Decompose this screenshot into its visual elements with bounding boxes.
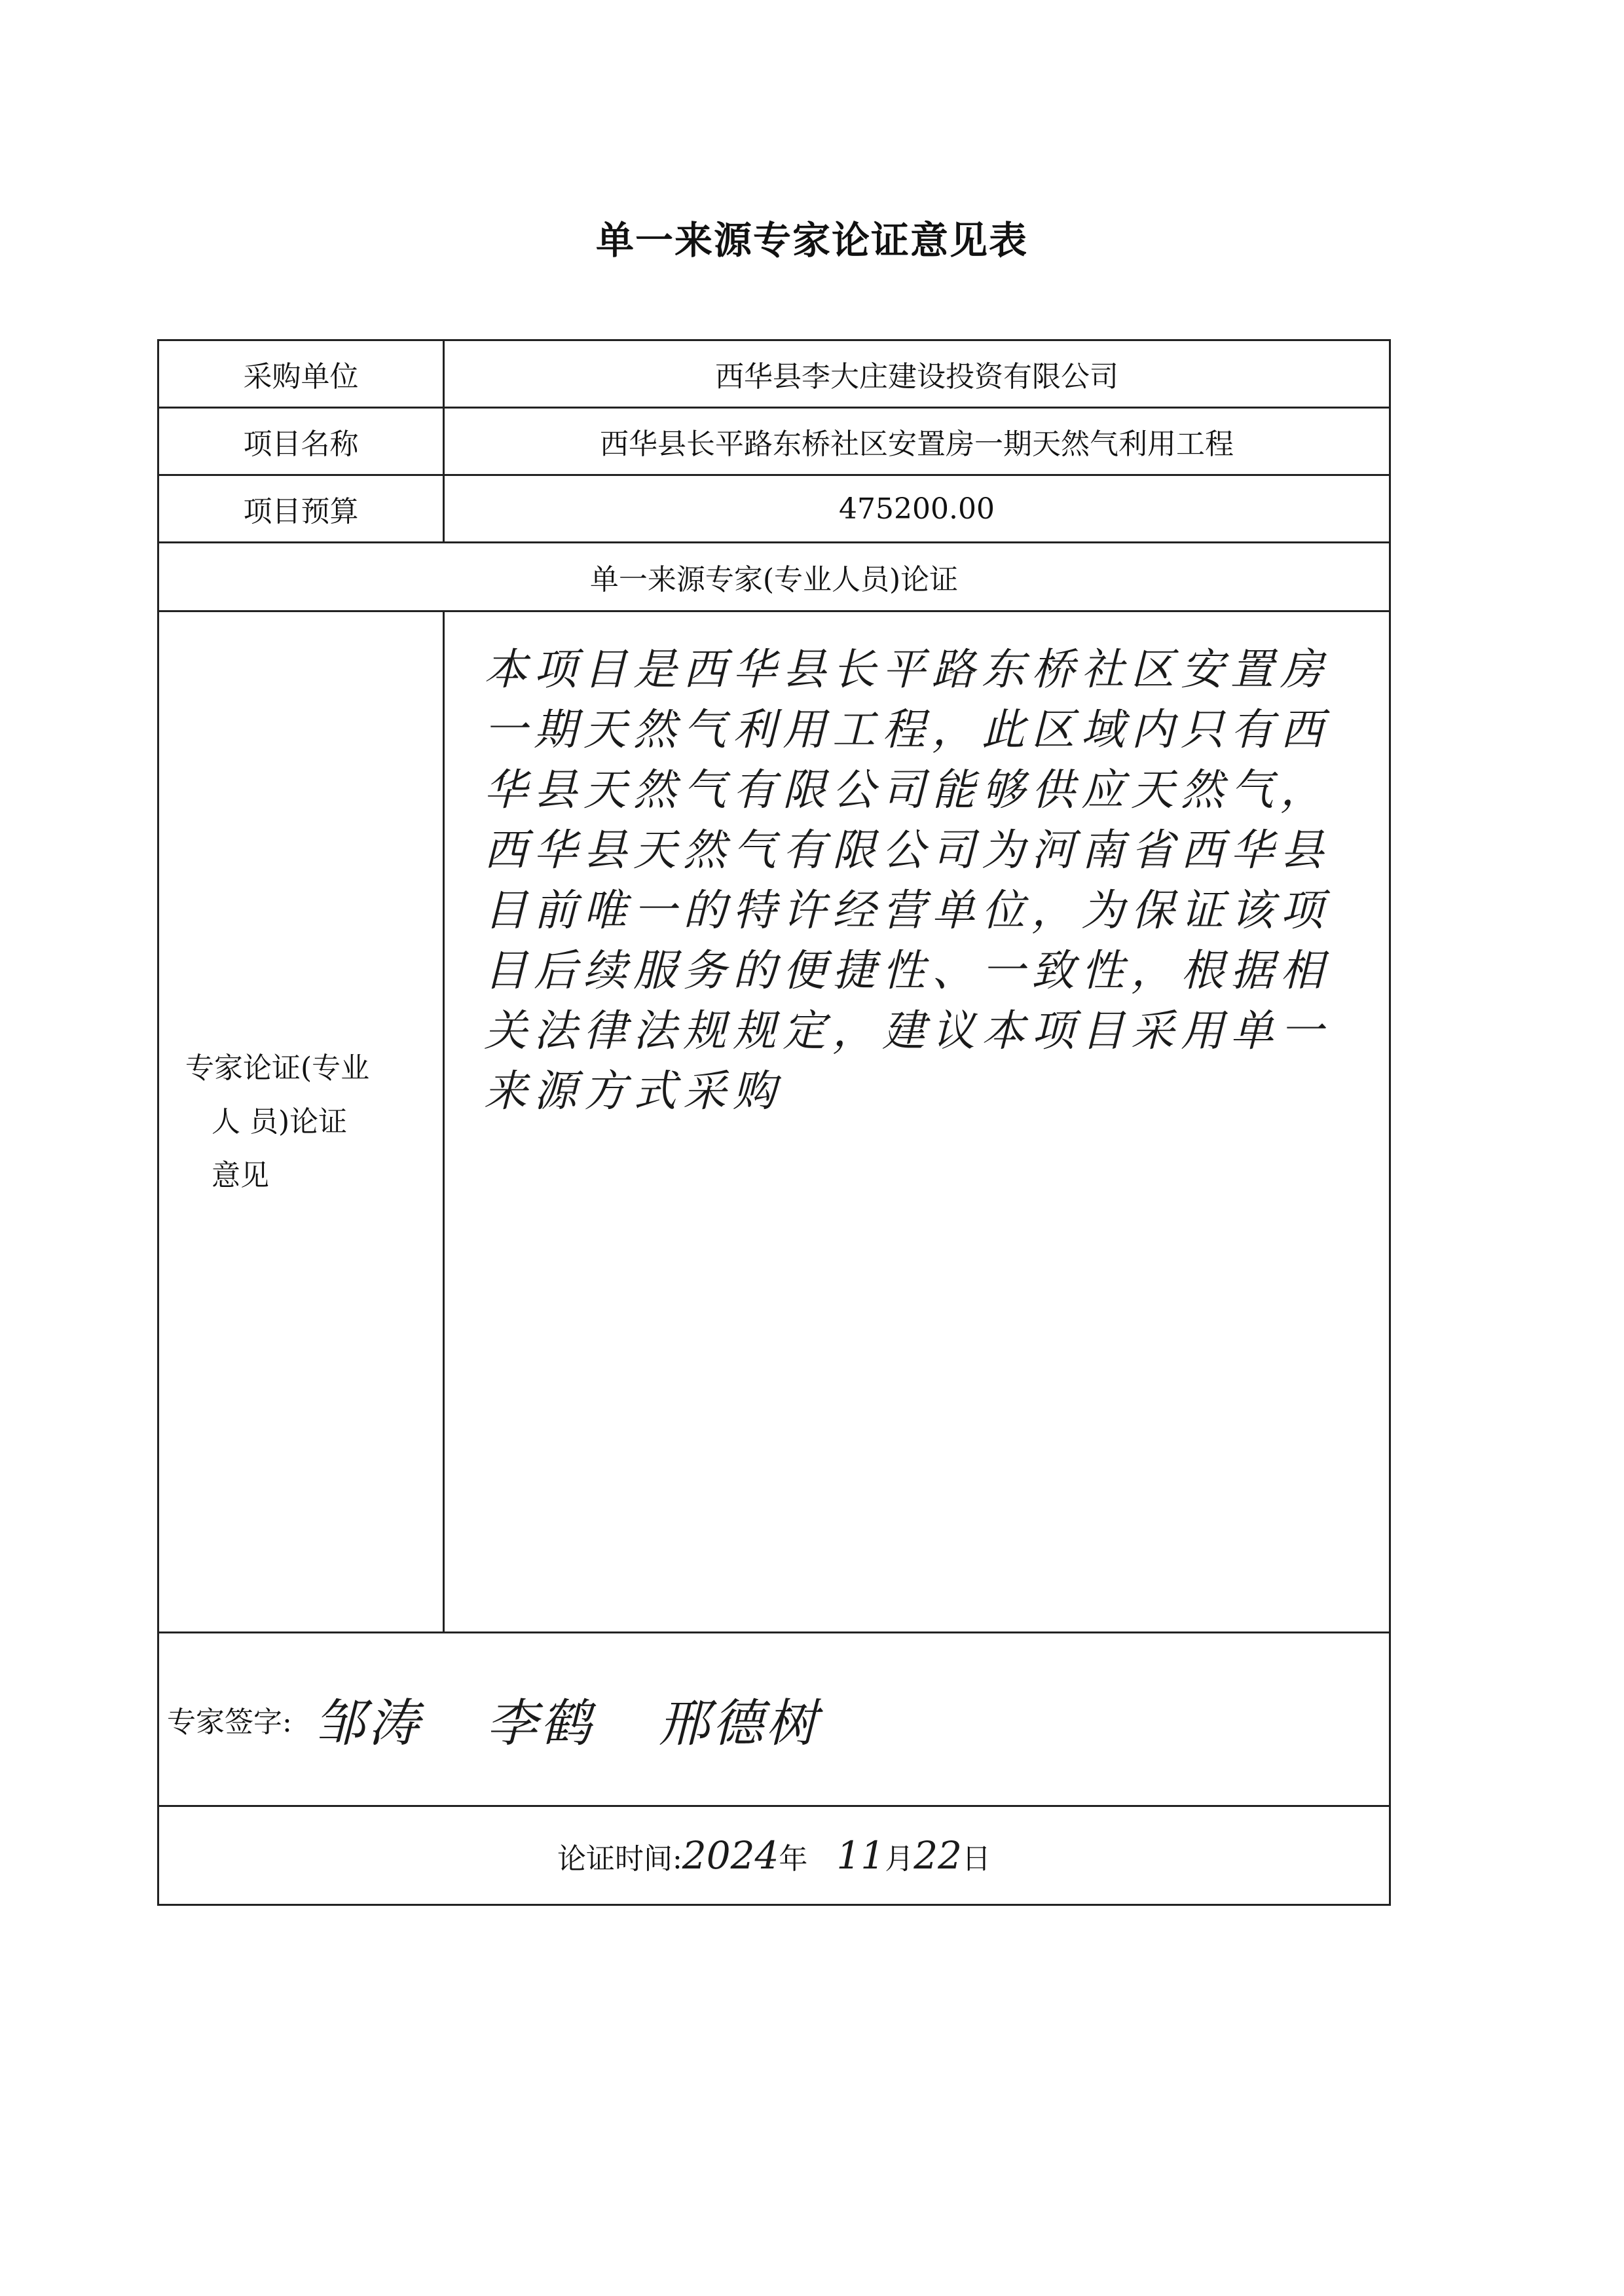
- purchaser-value: 西华县李大庄建设投资有限公司: [444, 340, 1390, 408]
- signature-cell: [158, 1633, 1390, 1806]
- project-name-label: 项目名称: [158, 408, 444, 475]
- opinion-text: 本项目是西华县长平路东桥社区安置房一期天然气利用工程，此区域内只有西华县天然气有限公司能够供应天然气，西华县天然气有限公司为河南省西华县目前唯一的特许经营单位，为保证该项目后续服务的便捷性、一致性，根据相关法律法规规定，建议本项目采用单一来源方式采购: [484, 644, 1330, 1116]
- page-title: 单一来源专家论证意见表: [595, 218, 1028, 263]
- budget-label: 项目预算: [158, 475, 444, 543]
- date-day-unit: 日: [962, 1842, 991, 1876]
- signature-row: [158, 1633, 1390, 1806]
- opinion-label: [158, 611, 444, 1633]
- budget-value: 475200.00: [444, 475, 1390, 543]
- date-row: [158, 1806, 1390, 1905]
- project-name-value: 西华县长平路东桥社区安置房一期天然气利用工程: [444, 408, 1390, 475]
- date-label: 论证时间:: [557, 1842, 682, 1876]
- opinion-label-line3: 意见: [212, 1158, 269, 1192]
- purchaser-label: 采购单位: [158, 340, 444, 408]
- date-month-unit: 月: [885, 1842, 914, 1876]
- budget-row: [158, 475, 1390, 543]
- opinion-label-line2: 人 员)论证: [212, 1104, 348, 1139]
- signature-names: [314, 1683, 866, 1756]
- section-header: 单一来源专家(专业人员)论证: [158, 543, 1390, 611]
- date-month: 11: [836, 1833, 885, 1878]
- section-header-row: [158, 543, 1390, 611]
- date-year: 2024: [682, 1833, 779, 1878]
- date-year-unit: 年: [779, 1842, 808, 1876]
- date-cell: [158, 1806, 1390, 1905]
- signature-label: 专家签字:: [167, 1705, 292, 1739]
- date-day: 22: [913, 1833, 963, 1878]
- opinion-body: [444, 611, 1390, 1633]
- purchaser-row: [158, 340, 1390, 408]
- signature-3: 邢德树: [658, 1694, 820, 1753]
- signature-1: 邹涛: [314, 1694, 422, 1753]
- opinion-label-line1: 专家论证(专业: [185, 1051, 370, 1085]
- opinion-row: [158, 611, 1390, 1633]
- project-name-row: [158, 408, 1390, 475]
- signature-2: 李鹤: [486, 1694, 594, 1753]
- expert-opinion-form: [157, 339, 1391, 1906]
